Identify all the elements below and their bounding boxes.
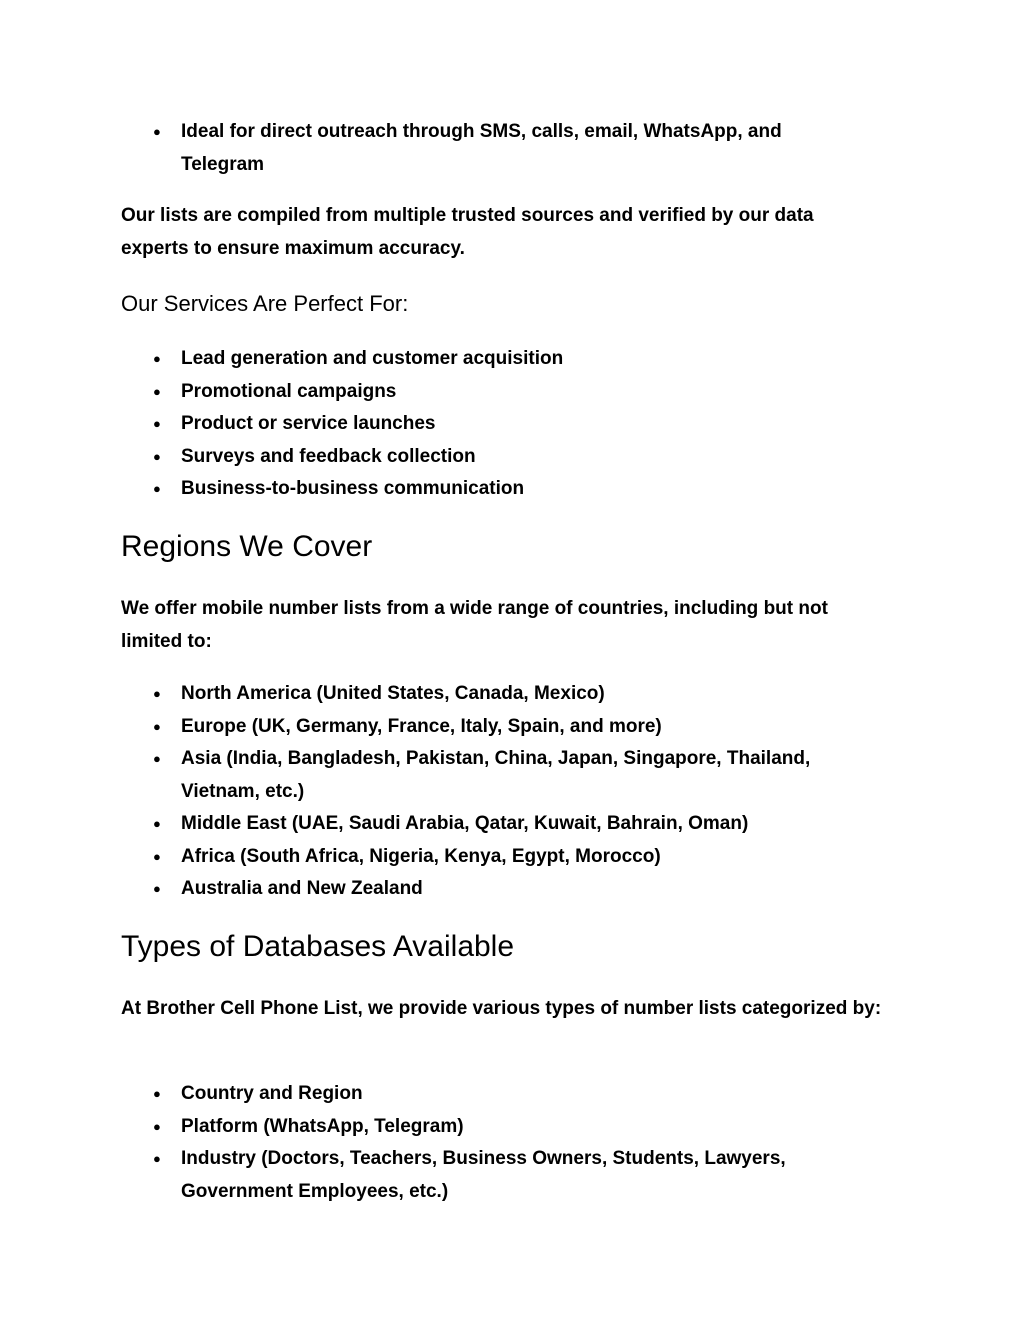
list-item	[153, 743, 871, 808]
list-item-text: Industry (Doctors, Teachers, Business Owners, Students, Lawyers, Government Employees, etc.)	[181, 1148, 786, 1202]
bullet-icon: ●	[153, 448, 161, 464]
list-item	[153, 678, 901, 711]
list-item	[153, 873, 901, 906]
bullet-icon: ●	[153, 416, 161, 431]
list-item	[153, 441, 901, 474]
bullet-icon: ●	[153, 848, 161, 864]
databases-list-block	[121, 1078, 901, 1208]
intro-paragraph-block	[121, 200, 901, 265]
regions-paragraph-block	[121, 593, 901, 658]
list-item	[153, 1078, 901, 1111]
databases-heading: Types of Databases Available	[121, 930, 515, 963]
list-item-text: Country and Region	[181, 1083, 363, 1104]
list-item	[153, 808, 901, 841]
list-item-text: Australia and New Zealand	[181, 878, 423, 899]
bullet-icon: ●	[153, 751, 161, 766]
bullet-icon: ●	[153, 383, 161, 399]
list-item-text: Surveys and feedback collection	[181, 445, 476, 467]
bullet-icon: ●	[153, 351, 161, 366]
intro-list	[121, 116, 901, 181]
bullet-icon: ●	[153, 481, 161, 496]
intro-paragraph: Our lists are compiled from multiple trusted sources and verified by our data experts to ensure maximum accuracy.	[121, 205, 814, 259]
databases-list	[121, 1078, 901, 1208]
list-item	[153, 711, 901, 744]
list-item	[153, 473, 901, 506]
list-item	[153, 116, 831, 181]
bullet-icon: ●	[153, 124, 161, 139]
services-heading-block	[121, 289, 901, 319]
bullet-icon: ●	[153, 718, 161, 734]
bullet-icon: ●	[153, 1151, 161, 1166]
list-item-text: Platform (WhatsApp, Telegram)	[181, 1115, 464, 1137]
list-item-text: North America (United States, Canada, Mexico)	[181, 683, 605, 704]
services-heading: Our Services Are Perfect For:	[121, 291, 409, 316]
list-item-text: Business-to-business communication	[181, 478, 525, 499]
databases-heading-block	[121, 927, 901, 967]
list-item	[153, 1111, 901, 1144]
databases-paragraph-block	[121, 993, 901, 1026]
databases-paragraph: At Brother Cell Phone List, we provide various types of number lists categorized by:	[121, 998, 882, 1019]
list-item-text: Lead generation and customer acquisition	[181, 348, 564, 369]
list-item	[153, 841, 901, 874]
regions-list	[121, 678, 901, 906]
list-item	[153, 343, 901, 376]
list-item-text: Africa (South Africa, Nigeria, Kenya, Egypt, Morocco)	[181, 845, 661, 867]
bullet-icon: ●	[153, 816, 161, 831]
list-item-text: Ideal for direct outreach through SMS, calls, email, WhatsApp, and Telegram	[181, 121, 782, 175]
regions-heading-block	[121, 527, 901, 567]
list-item	[153, 408, 901, 441]
regions-heading: Regions We Cover	[121, 530, 373, 563]
bullet-icon: ●	[153, 686, 161, 701]
bullet-icon: ●	[153, 1118, 161, 1134]
list-item-text: Middle East (UAE, Saudi Arabia, Qatar, Kuwait, Bahrain, Oman)	[181, 813, 749, 834]
bullet-icon: ●	[153, 1086, 161, 1101]
list-item	[153, 376, 901, 409]
list-item-text: Promotional campaigns	[181, 380, 397, 402]
bullet-icon: ●	[153, 881, 161, 896]
list-item	[153, 1143, 851, 1208]
services-list-block	[121, 343, 901, 506]
regions-list-block	[121, 678, 901, 906]
list-item-text: Product or service launches	[181, 413, 436, 434]
list-item-text: Europe (UK, Germany, France, Italy, Spain, and more)	[181, 715, 662, 737]
intro-list-block	[121, 116, 901, 181]
list-item-text: Asia (India, Bangladesh, Pakistan, China, Japan, Singapore, Thailand, Vietnam, etc.)	[181, 748, 811, 802]
regions-paragraph: We offer mobile number lists from a wide range of countries, including but not limited to:	[121, 598, 828, 652]
services-list	[121, 343, 901, 506]
